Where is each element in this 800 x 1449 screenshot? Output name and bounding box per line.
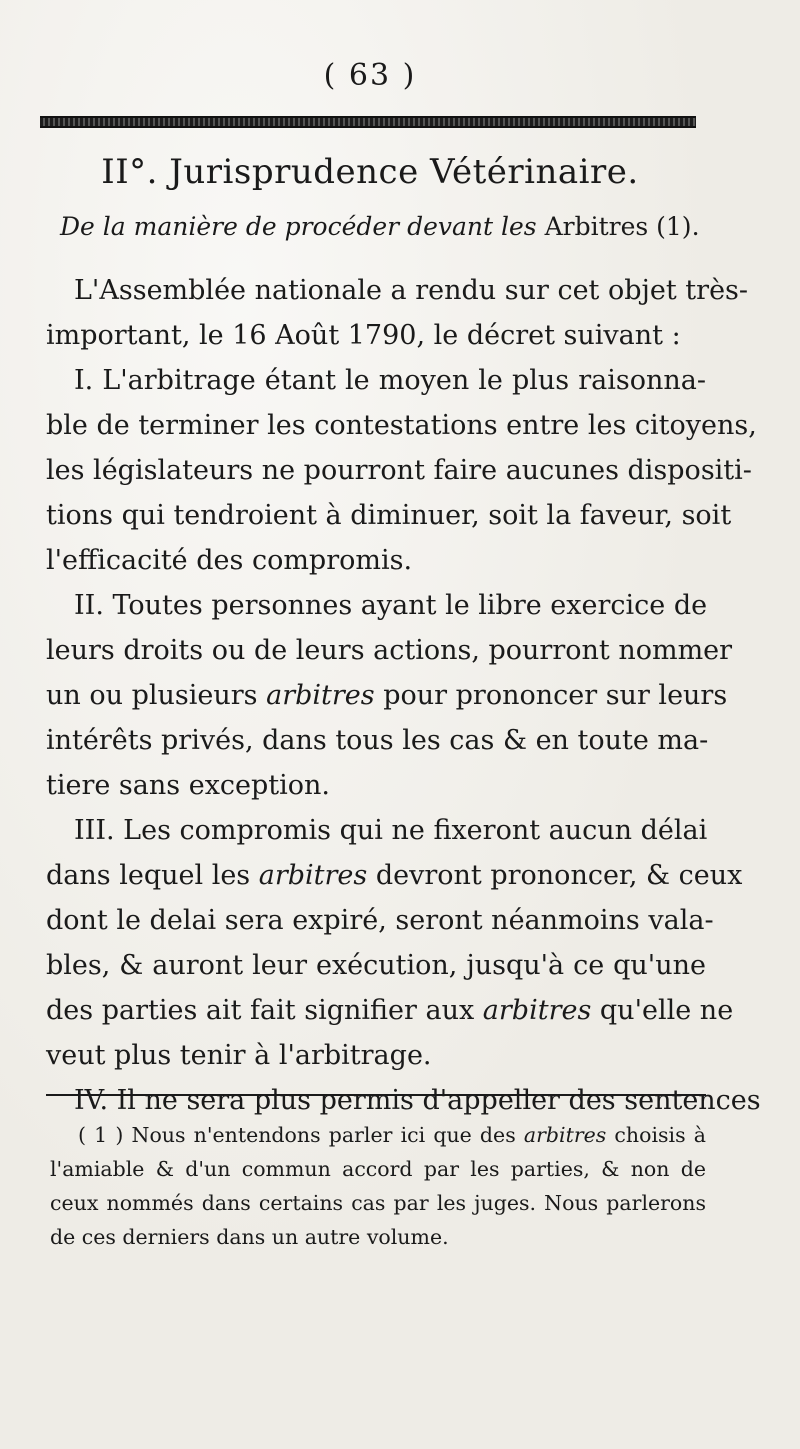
subtitle-roman: Arbitres (1). xyxy=(544,212,700,241)
text-fragment: pour prononcer sur leurs xyxy=(374,680,728,711)
text-line: intérêts privés, dans tous les cas & en toute ma- xyxy=(46,725,709,756)
text-line: L'Assemblée nationale a rendu sur cet objet très- xyxy=(74,275,749,306)
italic-word: arbitres xyxy=(523,1123,607,1147)
text-line: III. Les compromis qui ne fixeront aucun délai xyxy=(74,815,708,846)
text-line: veut plus tenir à l'arbitrage. xyxy=(46,1040,432,1071)
text-line: tiere sans exception. xyxy=(46,770,331,801)
italic-word: arbitres xyxy=(266,680,375,711)
text-line: les législateurs ne pourront faire aucunes dispositi- xyxy=(46,455,752,486)
text-line: important, le 16 Août 1790, le décret suivant : xyxy=(46,320,681,351)
section-title: II°. Jurisprudence Vétérinaire. xyxy=(101,152,639,192)
text-line: tions qui tendroient à diminuer, soit la faveur, soit xyxy=(46,500,732,531)
subtitle xyxy=(60,212,700,241)
italic-word: arbitres xyxy=(482,995,592,1026)
footnote-line: l'amiable & d'un commun accord par les parties, & non de xyxy=(50,1157,706,1181)
text-line xyxy=(46,673,728,718)
footnote xyxy=(50,1118,706,1254)
subtitle-italic: De la manière de procéder devant les xyxy=(60,212,537,241)
text-fragment: dans lequel les xyxy=(46,860,259,891)
text-fragment: choisis à xyxy=(606,1123,706,1147)
ornamental-rule xyxy=(40,116,696,128)
text-line: leurs droits ou de leurs actions, pourront nommer xyxy=(46,635,733,666)
text-line xyxy=(46,988,734,1033)
text-fragment: ( 1 ) Nous n'entendons parler ici que des xyxy=(78,1123,524,1147)
text-line: II. Toutes personnes ayant le libre exercice de xyxy=(74,590,708,621)
text-line xyxy=(46,853,743,898)
text-fragment: un ou plusieurs xyxy=(46,680,267,711)
text-line: bles, & auront leur exécution, jusqu'à ce qu'une xyxy=(46,950,706,981)
text-fragment: devront prononcer, & ceux xyxy=(367,860,743,891)
footnote-line: ceux nommés dans certains cas par les juges. Nous parlerons xyxy=(50,1191,706,1215)
italic-word: arbitres xyxy=(258,860,368,891)
text-line: l'efficacité des compromis. xyxy=(46,545,413,576)
footnote-line: de ces derniers dans un autre volume. xyxy=(50,1225,449,1249)
page-number: ( 63 ) xyxy=(323,58,417,93)
text-line: ble de terminer les contestations entre les citoyens, xyxy=(46,410,757,441)
text-fragment: qu'elle ne xyxy=(591,995,734,1026)
text-line: IV. Il ne sera plus permis d'appeller des sentences xyxy=(74,1085,761,1116)
text-fragment: des parties ait fait signifier aux xyxy=(46,995,483,1026)
body-text xyxy=(46,268,761,1123)
footnote-line xyxy=(50,1118,706,1152)
footnote-rule xyxy=(46,1094,706,1096)
text-line: dont le delai sera expiré, seront néanmoins vala- xyxy=(46,905,714,936)
text-line: I. L'arbitrage étant le moyen le plus raisonna- xyxy=(74,365,706,396)
